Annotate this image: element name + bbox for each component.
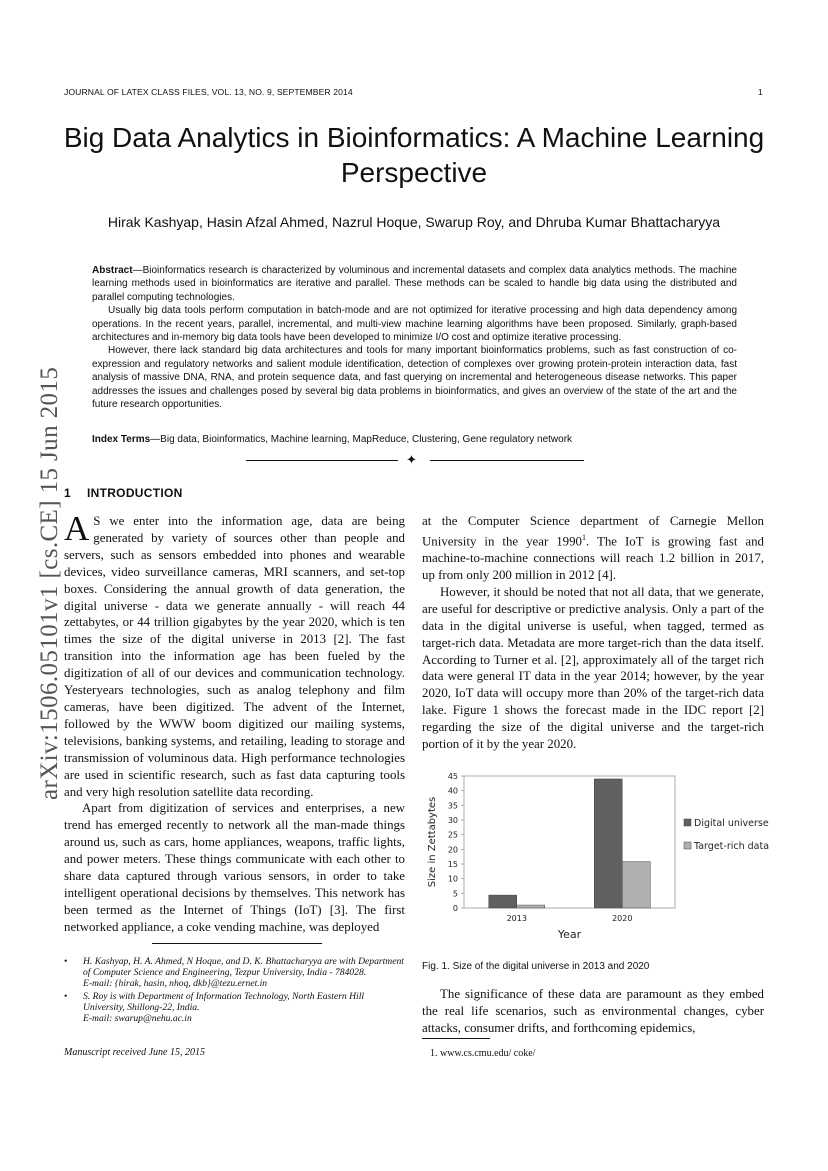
affiliation-item-1 [64,956,406,990]
intro-paragraph-2: Apart from digitization of services and enterprises, a new trend has emerged recently to network all the man-made things around us, such as cars, home appliances, weapons, traffic lights, and power meters. These things communicate with each other to share data captured through various sensors, in order to take intelligent operational decisions by themselves. This network has been termed as the Internet of Things (IoT) [3]. The first networked appliance, a coke vending machine, was deployed [64,801,405,934]
abstract-text-1: —Bioinformatics research is characterized by voluminous and incremental datasets and complex data analytics methods. The machine learning methods used in bioinformatics are iterative and parallel. These methods can be scaled to handle big data using the distributed and parallel computing technologies. [92,265,737,303]
arxiv-sidebar-stamp: arXiv:1506.05101v1 [cs.CE] 15 Jun 2015 [36,366,63,800]
y-axis-label: Size in Zettabytes [427,796,438,888]
manuscript-note: Manuscript received June 15, 2015 [64,1047,205,1058]
affiliation-2-text: S. Roy is with Department of Information Technology, North Eastern Hill University, Shillong-22, India. [83,990,365,1013]
affiliation-item-2 [64,991,406,1025]
index-terms-label: Index Terms [92,434,151,445]
intro-paragraph-3-text-b: . The IoT is growing fast and machine-to-machine connections will reach 1.2 billion in 2017, up from only 200 million in 2012 [4]. [422,534,764,583]
abstract [92,264,737,411]
legend-entry: Digital universe [694,818,769,829]
abstract-paragraph-2: Usually big data tools perform computation in batch-mode and are not optimized for iterative processing and high data dependency among operations. In the recent years, parallel, incremental, and multi-view machine learning algorithms have been proposed. Similarly, graph-based architectures and in-memory big data tools have been developed to minimize I/O cost and optimize iterative processing. [92,305,737,344]
y-tick-label: 20 [447,845,458,855]
y-tick-label: 15 [447,860,458,869]
footnote-rule-left [152,943,322,944]
footnote-rule-right [422,1038,490,1039]
separator-line-right [430,460,584,461]
section-title: INTRODUCTION [86,486,183,500]
y-tick-label: 40 [447,786,458,796]
separator-line-left [246,460,398,461]
legend-swatch [684,819,691,826]
intro-paragraph-3-text-a: at the Computer Science department of Carnegie Mellon University in the year 1990 [422,514,764,549]
legend-entry: Target-rich data [694,841,770,852]
intro-paragraph-4: However, it should be noted that not all data, that we generate, are useful for descriptive or predictive analysis. Only a part of the data in the digital universe is useful, when tagged, termed as target-rich data. Metadata are more target-rich than the data itself. According to Turner et al. [2], approximately all of the target rich data were general IT data in the year 2014; however, by the year 2020, IoT data will occupy more than 20% of the target-rich data lake. Figure 1 shows the forecast made in the IDC report [2] regarding the size of the digital universe and the target-rich portion of it by the year 2020. [422,584,764,752]
y-tick-label: 30 [447,816,458,825]
drop-cap: A [64,509,90,548]
affiliation-2-email: E-mail: swarup@nehu.ac.in [83,1013,192,1025]
y-tick-label: 0 [452,904,458,913]
y-tick-label: 5 [452,889,458,899]
section-heading [64,486,183,500]
separator-diamond-icon: ✦ [406,452,417,467]
abstract-paragraph-1 [92,264,737,304]
affiliation-1-text: H. Kashyap, H. A. Ahmed, N Hoque, and D. K. Bhattacharyya are with Department of Computer Science and Engineering, Tezpur University, India - 784028. [83,956,404,979]
x-tick-label: 2013 [506,914,527,923]
y-tick-label: 10 [447,874,458,884]
paper-title: Big Data Analytics in Bioinformatics: A Machine Learning Perspective [63,122,765,188]
author-list: Hirak Kashyap, Hasin Afzal Ahmed, Nazrul Hoque, Swarup Roy, and Dhruba Kumar Bhattacharyya [107,214,721,230]
body-column-right-continued [422,986,764,1037]
x-tick-label: 2020 [612,914,633,923]
affiliations [64,956,406,1025]
intro-paragraph-1-text: S we enter into the information age, data are being generated by variety of sources other than people and servers, such as sensors embedded into phones and wearable devices, video surveillance cameras, MRI scanners, and set-top boxes. Considering the annual growth of data generation, the digital universe - data we generate annually - will reach 44 zettabytes, or 44 trillion gigabytes by the year 2020, which is ten times the size of the digital universe in 2013 [2]. The fast transition into the information age has been fueled by the digitization of all of our devices and communication technology. Yesteryears technologies, such as analog telephony and film cameras, have been digitized. The advent of the Internet, followed by the WWW boom digitized our mailing systems, televisions, banking systems, and retailing, leading to storage and transmission of voluminous data. High performance technologies are used in scientific research, such as fast data capturing tools and very high resolution satellite data recording. [64,514,405,799]
abstract-paragraph-3: However, there lack standard big data architectures and tools for many important bioinformatics problems, such as fast construction of co-expression and regulatory networks and salient module identification, detection of complexes over growing protein-protein interaction data, fast analysis of massive DNA, RNA, and protein sequence data, and fast querying on incremental and heterogeneous disease networks. This paper addresses the issues and challenges posed by several big data problems in bioinformatics, and gives an overview of the state of the art and the future research opportunities. [92,345,737,411]
footnote-marker: 1 [582,532,587,542]
abstract-label: Abstract [92,265,133,276]
legend-swatch [684,842,691,849]
intro-paragraph-3 [422,513,764,584]
running-head: JOURNAL OF LATEX CLASS FILES, VOL. 13, NO. 9, SEPTEMBER 2014 [64,87,353,97]
bar [517,905,545,908]
bar [622,862,650,908]
bullet-icon: • [64,956,68,967]
index-terms-text: —Big data, Bioinformatics, Machine learning, MapReduce, Clustering, Gene regulatory network [150,434,573,445]
y-tick-label: 25 [447,830,458,840]
affiliation-1-email: E-mail: {hirak, hasin, nhoq, dkb}@tezu.ernet.in [83,978,268,990]
index-terms [92,433,737,446]
y-tick-label: 35 [447,801,458,811]
page-number: 1 [758,87,763,97]
figure-caption: Fig. 1. Size of the digital universe in 2013 and 2020 [422,961,650,972]
figure-1-chart [420,766,770,946]
bar [594,779,622,908]
bar [489,895,517,908]
section-number: 1 [64,486,71,500]
intro-paragraph-5: The significance of these data are paramount as they embed the real life scenarios, such as environmental changes, cyber attacks, consumer drifts, and forthcoming epidemics, [422,987,764,1035]
footnote-1: 1. www.cs.cmu.edu/ coke/ [430,1048,536,1059]
y-tick-label: 45 [447,772,458,781]
x-axis-label: Year [557,928,582,941]
bullet-icon: • [64,990,68,1002]
body-column-left [64,509,405,936]
body-column-right [422,513,764,753]
intro-paragraph-1 [64,509,405,800]
